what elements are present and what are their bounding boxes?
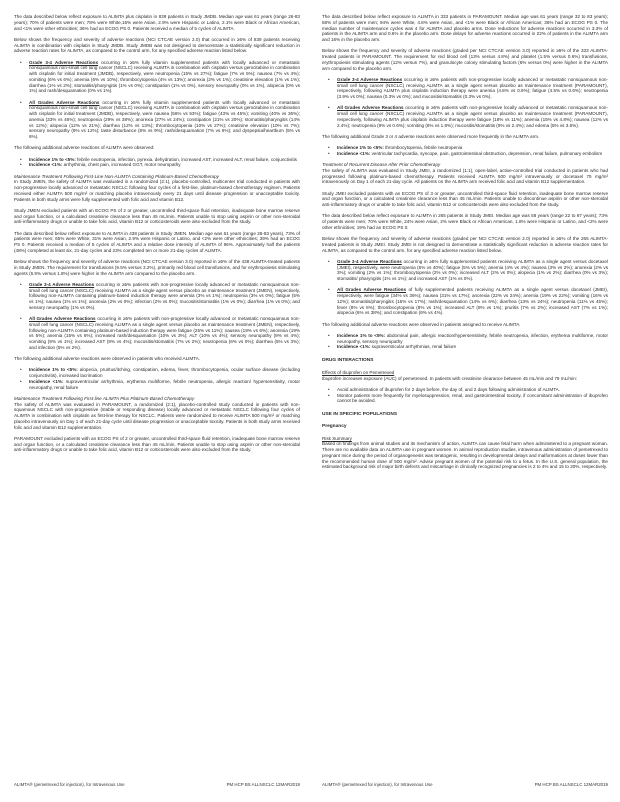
footer-code: PM HCP BS ALLNSCLC 12MAR2019 <box>226 782 300 787</box>
bullet-item <box>14 60 300 95</box>
bullet-title: Incidence <1%: <box>337 344 371 350</box>
paragraph: The following additional adverse reactions were observed in patients assigned to receive ALIMTA. <box>322 321 521 327</box>
bullet-item <box>322 344 608 350</box>
bullet-item <box>322 287 608 316</box>
bullet-title: All Grades Adverse Reactions <box>29 316 96 321</box>
bullet-title: Incidence 1% to <5%: <box>337 332 386 338</box>
paragraph: The following additional Grade 3 or 4 adverse reactions were observed more frequently in the ALIMTA arm. <box>322 133 540 139</box>
bullet-title: All Grades Adverse Reactions <box>337 105 404 111</box>
bullet-item <box>14 282 300 311</box>
bullet-text: supraventricular arrhythmia, erythema multiforme, febrile neutropenia, allergic reaction/ hypersensitivity, motor neuropathy, renal failure <box>29 378 300 390</box>
bullet-title: All Grades Adverse Reactions <box>337 287 407 293</box>
bullet-text: occurring in ≥5% patients with non-progressive locally advanced or metastatic nonsquamous non-small cell lung cancer (NSCLC) receiving ALIMTA as a single agent versus placebo as maintenance treatment (PARAMOUNT), respectively, following ALIMTA plus cisplatin induction therapy were anemia (4.8% vs 0.6%); fatigue (4.5% vs 0.6%); neutropenia (3.9% vs 0%); nausea (0.3% vs 0%); and mucositis/stomatitis (0.3% vs 0%). <box>337 76 608 99</box>
section-heading: DRUG INTERACTIONS <box>322 358 374 363</box>
subsection-title: Effects of Ibuprofen on Pemetrexed <box>322 369 395 375</box>
paragraph: The following additional adverse reactions of ALIMTA were observed: <box>14 145 155 151</box>
bullet-text: occurring in ≥5% fully vitamin supplemented patients with locally advanced or metastatic nonsquamous non-small cell lung cancer (NSCLC) receiving ALIMTA in combination with cisplatin versus gemcitabine in combination with cisplatin for initial treatment (JMDB), respectively, were neutropenia (15% vs 27%); fatigue (7% vs 5%); nausea (7% vs 4%); vomiting (6% vs 6%); anemia (6% vs 10%); thrombocytopenia (4% vs 13%); anorexia (2% vs 1%); creatinine elevation (1% vs 1%); diarrhea (1% vs 2%); stomatitis/pharyngitis (1% vs 0%); constipation (1% vs 0%), sensory neuropathy (0% vs 1%), alopecia (0% vs 1%) and rash/desquamation (0% vs 1%). <box>29 59 300 94</box>
bullet-text: Avoid administration of ibuprofen for 2 days before, the day of, and 2 days following administration of ALIMTA. <box>337 386 561 392</box>
bullet-text: thrombocytopenia, febrile neutropenia <box>383 145 463 150</box>
paragraph: Study JMEI excluded patients with an ECOG PS of 3 or greater, uncontrolled third-space fluid retention, inadequate bone marrow reserve and organ function, or a calculated creatinine clearance less than 45 mL/min. Patients unable to discontinue aspirin or other non-steroidal anti-inflammatory drugs or unable to take folic acid, vitamin B12 or corticosteroids were also excluded from the study. <box>322 190 608 207</box>
bullet-text: occurring in ≥5% fully vitamin supplemented patients with locally advanced or metastatic nonsquamous non-small cell lung cancer (NSCLC) receiving ALIMTA in combination with cisplatin versus gemcitabine in combination with cisplatin for initial treatment (JMDB), respectively, were nausea (56% vs 53%); fatigue (43% vs 45%); vomiting (40% vs 36%); anemia (33% vs 46%); neutropenia (29% vs 38%); anorexia (27% vs 24%); constipation (21% vs 20%); stomatitis/pharyngitis (14% vs 12%); alopecia (12% vs 21%); diarrhea (12% vs 13%); thrombocytopenia (10% vs 27%); creatinine elevation (10% vs 7%); sensory neuropathy (9% vs 12%); taste disturbance (8% vs 9%); rash/desquamation (7% vs 8%); and dyspepsia/heartburn (5% vs 6%). <box>29 99 300 139</box>
bullet-title: Incidence <1%: <box>29 162 63 168</box>
paragraph: PARAMOUNT excluded patients with an ECOG PS of 2 or greater, uncontrolled third-space fluid retention, inadequate bone marrow reserve and organ function, or a calculated creatinine clearance less than 45 mL/min. Patients unable to stop using aspirin or other non-steroidal anti-inflammatory drugs or unable to take folic acid, vitamin B12 or corticosteroids were also excluded from the study. <box>14 435 300 453</box>
subsection-title: Treatment of Recurrent Disease After Prior Chemotherapy <box>322 162 441 167</box>
bullet-text: occurring in ≥5% patients with non-progressive locally advanced or metastatic nonsquamous non-small cell lung cancer (NSCLC) receiving ALIMTA as a single agent versus placebo as maintenance treatment (JMEN), respectively, following non-ALIMTA containing platinum-based induction therapy were fatigue (25% vs 11%); nausea (19% vs 6%); anorexia (19% vs 5%); anemia (15% vs 6%); increased rash/desquamation (10% vs 3%); ALT (10% vs 4%); sensory neuropathy (9% vs 4%); vomiting (9% vs 1%); increased AST (8% vs 4%); mucositis/stomatitis (7% vs 2%); neutropenia (6% vs 0%); diarrhea (5% vs 3%); and infection (5% vs 2%). <box>29 316 300 350</box>
footer-product: ALIMTA® (pemetrexed for injection), for Intravenous Use <box>14 782 125 787</box>
paragraph: Below shows the frequency and severity of adverse reactions (graded per NCI CTCAE version 3.0) reported in ≥5% of the 333 ALIMTA-treated patients in PARAMOUNT. The requirement for red blood cell (13% versus 4.8%) and platelet (1.5% versus 0.6%) transfusions, erythropoiesis stimulating agents (12% versus 7%), and granulocyte colony stimulating factors (6% versus 0%) were higher in the ALIMTA arm compared to the placebo arm. <box>322 48 608 71</box>
bullet-item <box>14 100 300 140</box>
bullet-title: Incidence 1% to <5%: <box>29 156 76 162</box>
bullet-text: supraventricular arrhythmias, renal failure <box>370 344 457 350</box>
paragraph: Below shows the frequency and severity of adverse reactions (NCI CTCAE version 2.0) that occurred in ≥5% of 839 patients receiving ALIMTA in combination with cisplatin in Study JMDB. Study JMDB was not designed to demonstrate a statistically significant reduction in adverse reaction rates for ALIMTA, as compared to the control arm, for any specified adverse reaction listed below. <box>14 36 300 54</box>
bullet-text: occurring in ≥5% patients with non-progressive locally advanced or metastatic nonsquamous non-small cell lung cancer (NSCLC) receiving ALIMTA as a single agent versus placebo as maintenance treatment (JMEN), respectively, following non-ALIMTA containing platinum-based induction therapy were anemia (3% vs 1%); neutropenia (3% vs 0%); fatigue (5% vs 1%); nausea (1% vs 1%); anorexia (2% vs 0%); infection (2% vs 0%); mucositis/stomatitis (1% vs 0%); diarrhea (1% vs 0%); and sensory neuropathy (1% vs 0%). <box>29 281 300 310</box>
bullet-title: Incidence 1% to <5%: <box>337 145 384 150</box>
bullet-text: occurring in ≥5% fully supplemented patients receiving ALIMTA as a single agent versus docetaxel (JMEI), respectively, were neutropenia (5% vs 40%); fatigue (5% vs 5%); anemia (4% vs 4%); nausea (3% vs 2%); anorexia (2% vs 3%); vomiting (2% vs 1%); thrombocytopenia (2% vs 0%); increased ALT (2% vs 0%); alopecia (1% vs 2%); diarrhea (0% vs 3%); stomatitis/ pharyngitis (1% vs 1%); and increased AST (1% vs 0%). <box>337 258 608 281</box>
paragraph: The data described below reflect exposure to ALIMTA in 265 patients in Study JMEI. Median age was 58 years (range 22 to 87 years); 73% of patients were men; 70% were White, 24% were Asian, 2% were Black or African American, 1.8% were Hispanic or Latino, and <2% were other ethnicities; 19% had an ECOG PS 0. <box>322 213 608 230</box>
left-column <box>14 14 300 459</box>
paragraph: The data described below reflect exposure to ALIMTA plus cisplatin in 839 patients in Study JMDB. Median age was 61 years (range 26-83 years); 70% of patients were men; 78% were White,16% were Asian, 2.9% were Hispanic or Latino, 2.1% were Black or African American, and <1% were other ethnicities; 36% had an ECOG PS 0. Patients received a median of 5 cycles of ALIMTA. <box>14 14 300 31</box>
section-heading: USE IN SPECIFIC POPULATIONS <box>322 412 398 417</box>
bullet-title: Grade 3-4 Adverse Reactions <box>29 59 99 65</box>
bullet-title: Grade 3-4 Adverse Reactions <box>337 76 403 82</box>
bullet-title: Incidence 1% to <5%: <box>29 367 78 373</box>
bullet-item <box>322 151 608 157</box>
bullet-text: abdominal pain, allergic reaction/hypersensitivity, febrile neutropenia, infection, erythema multiforme, motor neuropathy, sensory neuropathy <box>337 332 608 344</box>
bullet-text: alopecia, pruritus/itching, constipation, edema, fever, thrombocytopenia, ocular surface disease (including conjunctivitis), increased lacrimation <box>29 367 300 378</box>
bullet-text: febrile neutropenia, infection, pyrexia, dehydration, increased AST, increased ALT, renal failure, conjunctivitis <box>75 156 297 162</box>
bullet-item <box>14 316 300 351</box>
subsection-title: Maintenance Treatment Following First-line ALIMTA Plus Platinum-Based Chemotherapy <box>14 395 195 401</box>
bullet-text: occurring in ≥5% patients with non-progressive locally advanced or metastatic nonsquamous non-small cell lung cancer (NSCLC) receiving ALIMTA as a single agent versus placebo as maintenance treatment (PARAMOUNT), respectively, following ALIMTA plus cisplatin induction therapy were fatigue (18% vs 11%); anemia (15% vs 4.8%); nausea (12% vs 2.4%); neutropenia (9% vs 0.6%); vomiting (6% vs 1.8%); mucositis/stomatitis (5% vs 2.4%); and edema (5% vs 3.6%). <box>337 105 608 128</box>
footer-left <box>14 782 300 787</box>
footer-product: ALIMTA® (pemetrexed for injection), for Intravenous Use <box>322 782 433 787</box>
bullet-item <box>14 379 300 391</box>
paragraph: The data described below reflect exposure to ALIMTA in 333 patients in PARAMOUNT. Median age was 61 years (range 32 to 83 years); 58% of patients were men; 94% were White, 4.8% were Asian, and <1% were Black or African American; 36% had an ECOG PS 0. The median number of maintenance cycles was 4 for ALIMTA and placebo arms. Dose reductions for adverse reactions occurred in 3.3% of patients in the ALIMTA arm and 0.6% in the placebo arm. Dose delays for adverse reactions occurred in 22% of patients in the ALIMTA arm and 16% in the placebo arm. <box>322 14 608 42</box>
paragraph: The following additional adverse reactions were observed in patients who received ALIMTA. <box>14 356 201 361</box>
paragraph: The data described below reflect exposure to ALIMTA in 438 patients in Study JMEN. Median age was 61 years (range 26-83 years), 73% of patients were men; 65% were White, 31% were Asian, 2.9% were Hispanic or Latino, and <2% were other ethnicities; 39% had an ECOG PS 0. Patients received a median of 5 cycles of ALIMTA and a relative dose intensity of ALIMTA of 96%. Approximately half the patients (48%) completed at least six, 21-day cycles and 23% completed ten or more 21-day cycles of ALIMTA. <box>14 230 300 253</box>
right-column <box>322 14 608 476</box>
bullet-text: of fully supplemented patients receiving ALIMTA as a single agent versus docetaxel (JMEI), respectively, were fatigue (34% vs 36%); nausea (31% vs 17%); anorexia (22% vs 24%); anemia (19% vs 22%); vomiting (16% vs 12%); stomatitis/pharyngitis (15% vs 17%); rash/desquamation (14% vs 6%); diarrhea (13% vs 24%); neutropenia (11% vs 45%); fever (8% vs 8%); thrombocytopenia (8% vs 1%); increased ALT (8% vs 1%); pruritis (7% vs 2%); increased AST (7% vs 1%); alopecia (6% vs 38%); and constipation (6% vs 4%). <box>337 287 608 316</box>
paragraph: Below shows the frequency and severity of adverse reactions (graded per NCI CTCAE version 2.0) reported in ≥5% of the 265 ALIMTA-treated patients in Study JMEI. Study JMEI is not designed to demonstrate a statistically significant reduction in adverse reaction rates for ALIMTA, as compared to the control arm, for any specified adverse reaction listed below. <box>322 236 608 253</box>
bullet-item <box>322 105 608 128</box>
bullet-title: Incidence <1%: <box>29 378 64 384</box>
paragraph: The safety of ALIMTA was evaluated in Study JMEI, a randomized (1:1), open-label, active-controlled trial conducted in patients who had progressed following platinum-based chemotherapy. Patients received ALIMTA 500 mg/m² intravenously or docetaxel 75 mg/m² intravenously on Day 1 of each 21-day cycle. All patients on the ALIMTA arm received folic acid and vitamin B12 supplementation. <box>322 167 608 185</box>
footer-right <box>322 782 608 787</box>
bullet-title: Grade 3-4 Adverse Reactions <box>29 281 95 287</box>
paragraph: Based on findings from animal studies and its mechanism of action, ALIMTA can cause fetal harm when administered to a pregnant woman. There are no available data on ALIMTA use in pregnant women. In animal reproduction studies, intravenous administration of pemetrexed to pregnant mice during the period of organogenesis was teratogenic, resulting in developmental delays and malformations at doses lower than the recommended human dose of 500 mg/m². Advise pregnant women of the potential risk to a fetus. In the U.S. general population, the estimated background risk of major birth defects and miscarriage in clinically recognized pregnancies is 2 to 4% and 15 to 20%, respectively. <box>322 441 608 470</box>
bullet-text: Monitor patients more frequently for myelosuppression, renal, and gastrointestinal toxicity, if concomitant administration of ibuprofen cannot be avoided. <box>337 392 608 404</box>
bullet-item <box>322 393 608 405</box>
bullet-text: ventricular tachycardia, syncope, pain, gastrointestinal obstruction, depression, renal failure, pulmonary embolism <box>370 150 603 156</box>
paragraph: Study JMEN excluded patients with an ECOG PS of 2 or greater, uncontrolled third-space fluid retention, inadequate bone marrow reserve and organ function, or a calculated creatinine clearance less than 45 mL/min. Patients unable to stop using aspirin or other non-steroidal anti-inflammatory drugs or unable to take folic acid, vitamin B12 or corticosteroids were also excluded from the study. <box>14 207 300 225</box>
bullet-item <box>322 333 608 345</box>
paragraph: Ibuprofen increases exposure (AUC) of pemetrexed. In patients with creatinine clearance between 45 mL/min and 79 mL/min: <box>322 375 578 381</box>
bullet-title: Incidence <1%: <box>337 150 371 156</box>
bullet-title: Grade 3-4 Adverse Reactions <box>337 258 402 264</box>
subsection-heading: Pregnancy <box>322 423 347 429</box>
paragraph: The safety of ALIMTA was evaluated in PARAMOUNT, a randomized (2:1), placebo-controlled study conducted in patients with non-squamous NSCLC with non-progressive (stable or responding disease) locally advanced or metastatic NSCLC following four cycles of ALIMTA in combination with cisplatin as first-line therapy for NSCLC. Patients were randomized to receive ALIMTA 500 mg/m² or matching placebo intravenously on Day 1 of each 21-day cycle until disease progression or unacceptable toxicity. Patients in both study arms received folic acid and vitamin B12 supplementation. <box>14 401 300 430</box>
bullet-item <box>14 367 300 379</box>
subsection-title: Risk Summary <box>322 435 352 441</box>
footer-code: PM HCP BS ALLNSCLC 12MAR2019 <box>534 782 608 787</box>
bullet-item <box>322 259 608 282</box>
bullet-item <box>14 162 300 168</box>
subsection-title: Maintenance Treatment Following First-Line Non-ALIMTA Containing Platinum-Based Chemotherapy <box>14 173 219 179</box>
paragraph: Below shows the frequency and severity of adverse reactions (NCI CTCAE version 3.0) reported in ≥5% of the 438 ALIMTA-treated patients in Study JMEN. The requirement for transfusions (9.5% versus 3.2%), primarily red blood cell transfusions, and for erythropoiesis stimulating agents (5.9% versus 1.8%) were higher in the ALIMTA arm compared to the placebo arm. <box>14 259 300 276</box>
bullet-item <box>322 77 608 100</box>
bullet-title: All Grades Adverse Reactions <box>29 99 100 105</box>
bullet-text: arrhythmia, chest pain, increased GGT, motor neuropathy <box>62 162 181 168</box>
paragraph: In Study JMEN, the safety of ALIMTA was evaluated in a randomized (2:1), placebo-controlled, multicenter trial conducted in patients with non-progressive locally advanced or metastatic NSCLC following four cycles of a first-line, platinum-based chemotherapy regimen. Patients received either ALIMTA 500 mg/m² or matching placebo intravenously every 21 days until disease progression or unacceptable toxicity. Patients in both study arms were fully supplemented with folic acid and vitamin B12. <box>14 179 300 202</box>
